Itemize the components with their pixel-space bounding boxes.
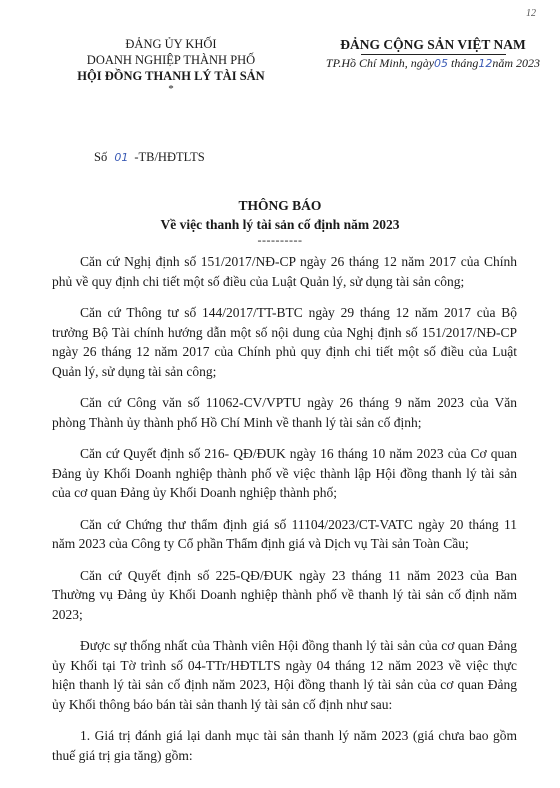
authority-line-2: DOANH NGHIỆP THÀNH PHỐ (86, 53, 256, 67)
paragraph: 1. Giá trị đánh giá lại danh mục tài sản thanh lý năm 2023 (giá chưa bao gồm thuế giá trị gia tăng) gồm: (52, 728, 517, 763)
date-month-label: tháng (451, 56, 479, 70)
paragraph: Căn cứ Quyết định số 225-QĐ/ĐUK ngày 23 tháng 11 năm 2023 của Ban Thường vụ Đảng ủy Khối Doanh nghiệp thành phố về thanh lý tài sản cố định năm 2023; (52, 567, 517, 622)
paragraph: Căn cứ Thông tư số 144/2017/TT-BTC ngày 29 tháng 12 năm 2017 của Bộ trưởng Bộ Tài chính hướng dẫn một số nội dung của Nghị định số 151/2017/NĐ-CP ngày 26 tháng 12 năm 2017 của Chính phủ quy định chi tiết một số điều của Luật Quản lý, sử dụng tài sản công; (52, 305, 517, 379)
title-separator: ---------- (257, 233, 303, 247)
doc-number-prefix: Số (94, 150, 108, 164)
date-line (308, 55, 558, 72)
document-subtitle: Về việc thanh lý tài sản cố định năm 2023 (160, 217, 400, 232)
paragraph: Căn cứ Quyết định số 216- QĐ/ĐUK ngày 16 tháng 10 năm 2023 của Cơ quan Đảng ủy Khối Doanh nghiệp thành phố về việc thành lập Hội đồng thanh lý tài sản của cơ quan Đảng ủy Khối Doanh nghiệp thành phố; (52, 446, 517, 500)
party-name: ĐẢNG CỘNG SẢN VIỆT NAM (340, 37, 526, 52)
date-day-handwritten: 05 (434, 57, 449, 70)
document-title: THÔNG BÁO (238, 198, 322, 213)
date-place: TP.Hồ Chí Minh, ngày (325, 56, 435, 70)
paragraph: Căn cứ Công văn số 11062-CV/VPTU ngày 26 tháng 9 năm 2023 của Văn phòng Thành ủy thành phố Hồ Chí Minh về thanh lý tài sản cố định; (52, 395, 517, 430)
paragraph: Căn cứ Nghị định số 151/2017/NĐ-CP ngày 26 tháng 12 năm 2017 của Chính phủ về quy định chi tiết một số điều của Luật Quản lý, sử dụng tài sản công; (52, 254, 517, 289)
authority-line-3: HỘI ĐỒNG THANH LÝ TÀI SẢN (77, 69, 265, 83)
star-mark: * (168, 83, 174, 95)
document-number (94, 150, 205, 165)
party-header (308, 36, 558, 72)
date-month-handwritten: 12 (478, 57, 493, 70)
doc-number-handwritten: 01 (114, 151, 129, 164)
document-title-block (0, 196, 560, 234)
issuing-authority-header (62, 36, 280, 94)
document-body (52, 252, 517, 775)
date-year: năm 2023 (492, 56, 541, 70)
doc-number-suffix: -TB/HĐTLTS (134, 150, 205, 164)
paragraph: Căn cứ Chứng thư thẩm định giá số 11104/2023/CT-VATC ngày 20 tháng 11 năm 2023 của Công ty Cổ phần Thẩm định giá và Dịch vụ Tài sản Toàn Cầu; (52, 516, 517, 551)
paragraph: Được sự thống nhất của Thành viên Hội đồng thanh lý tài sản của cơ quan Đảng ủy Khối tại Tờ trình số 04-TTr/HĐTLTS ngày 04 tháng 12 năm 2023 về việc thực hiện thanh lý tài sản cố định năm 2023, Hội đồng thanh lý tài sản của cơ quan Đảng ủy Khối thông báo bán tài sản thanh lý tài sản cố định như sau: (52, 638, 517, 712)
authority-line-1: ĐẢNG ỦY KHỐI (125, 37, 217, 51)
page-number: 12 (526, 8, 536, 19)
